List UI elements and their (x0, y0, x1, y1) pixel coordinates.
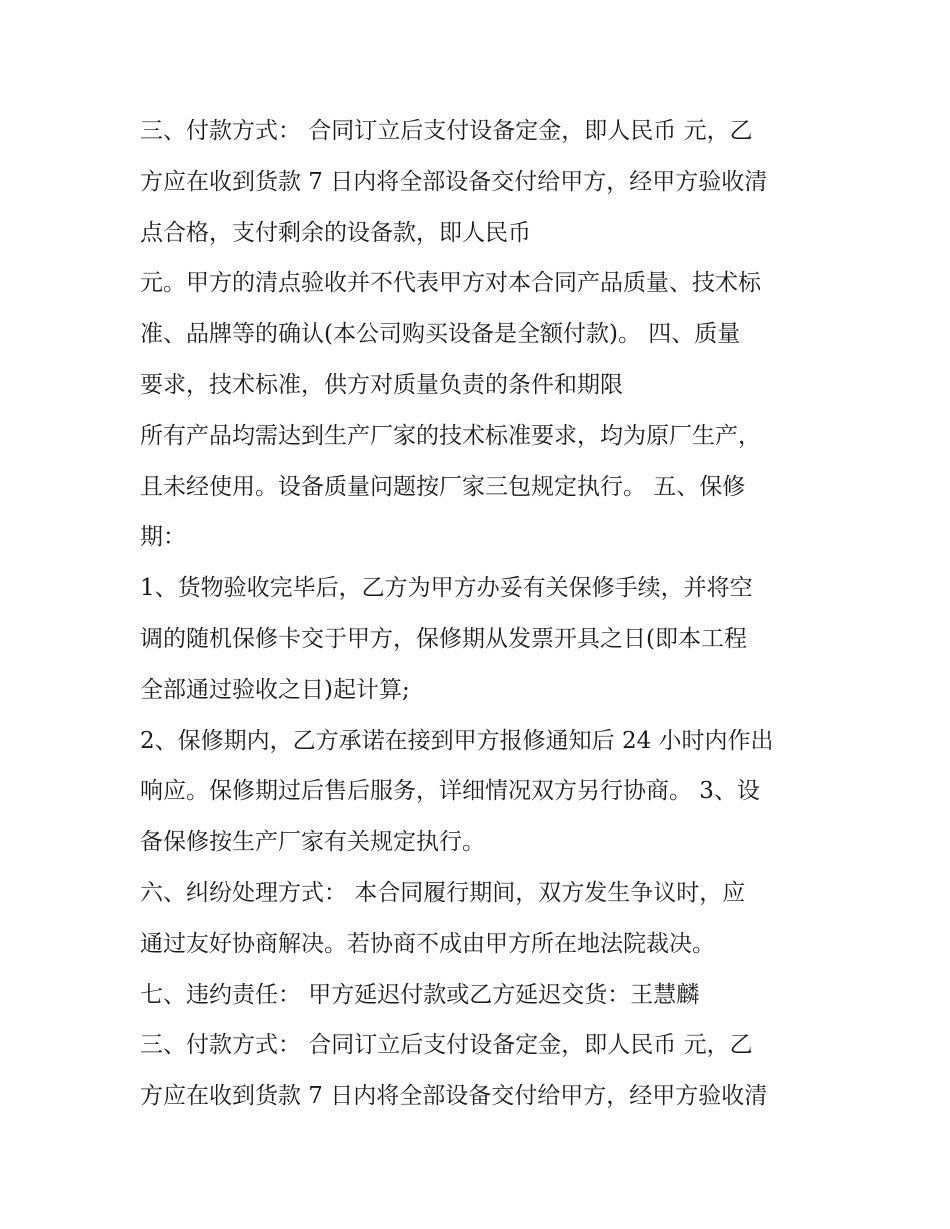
text-line: 所有产品均需达到生产厂家的技术标准要求，均为原厂生产， (140, 422, 761, 449)
text-line: 期： (140, 524, 186, 551)
text-line: 元。甲方的清点验收并不代表甲方对本合同产品质量、技术标 (140, 270, 761, 297)
text-line: 准、品牌等的确认(本公司购买设备是全额付款)。 四、质量 (140, 321, 741, 348)
document-body (140, 106, 820, 1122)
text-line: 三、付款方式： 合同订立后支付设备定金，即人民币 元，乙 (140, 1032, 753, 1059)
text-line: 全部通过验收之日)起计算; (140, 676, 410, 703)
text-line: 1、货物验收完毕后，乙方为甲方办妥有关保修手续，并将空 (140, 575, 753, 602)
text-line: 七、违约责任： 甲方延迟付款或乙方延迟交货：王慧麟 (140, 981, 700, 1008)
text-line: 2、保修期内，乙方承诺在接到甲方报修通知后 24 小时内作出 (140, 727, 774, 754)
text-line: 响应。保修期过后售后服务，详细情况双方另行协商。 3、设 (140, 778, 760, 805)
text-line: 六、纠纷处理方式： 本合同履行期间，双方发生争议时，应 (140, 879, 746, 906)
text-line: 方应在收到货款 7 日内将全部设备交付给甲方，经甲方验收清 (140, 168, 768, 195)
text-line: 通过友好协商解决。若协商不成由甲方所在地法院裁决。 (140, 930, 715, 957)
text-line: 要求，技术标准，供方对质量负责的条件和期限 (140, 371, 623, 398)
text-line: 点合格，支付剩余的设备款，即人民币 (140, 219, 531, 246)
text-line: 调的随机保修卡交于甲方，保修期从发票开具之日(即本工程 (140, 625, 747, 652)
text-line: 备保修按生产厂家有关规定执行。 (140, 829, 485, 856)
text-line: 三、付款方式： 合同订立后支付设备定金，即人民币 元，乙 (140, 118, 753, 144)
text-line: 且未经使用。设备质量问题按厂家三包规定执行。 五、保修 (140, 473, 746, 500)
text-line: 方应在收到货款 7 日内将全部设备交付给甲方，经甲方验收清 (140, 1083, 768, 1110)
